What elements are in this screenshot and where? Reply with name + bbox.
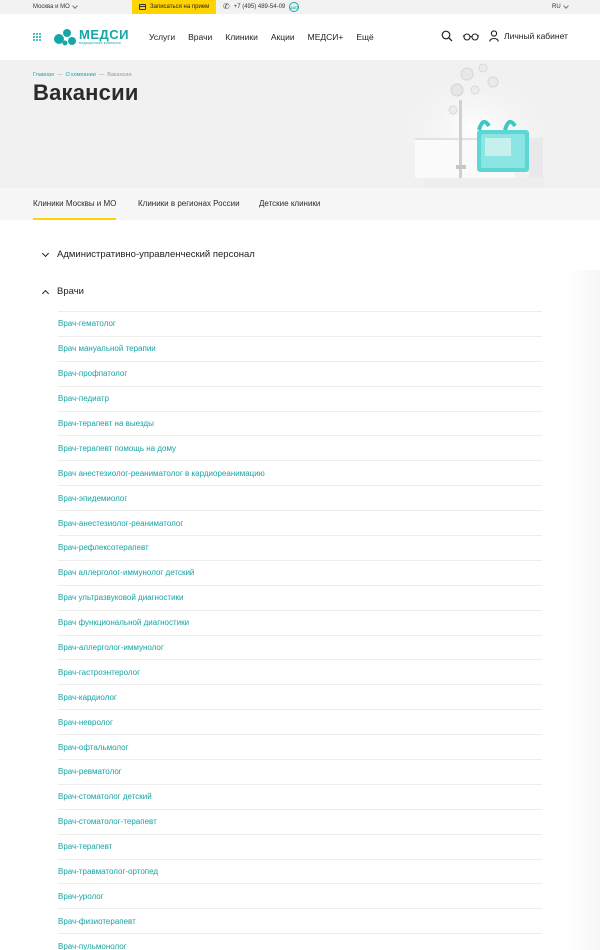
vacancy-link[interactable]: Врач-педиатр — [58, 386, 542, 411]
vacancy-link[interactable]: Врач-гастроэнтеролог — [58, 659, 542, 684]
main-header — [0, 14, 600, 60]
nav-item-services[interactable]: Услуги — [149, 32, 176, 42]
logo[interactable] — [53, 26, 133, 48]
vacancy-link[interactable]: Врач-терапевт — [58, 834, 542, 859]
search-icon[interactable] — [441, 30, 453, 42]
h24-badge: 24/7 — [289, 2, 299, 12]
phone-number: +7 (495) 489-54-09 — [233, 4, 286, 10]
signup-button[interactable] — [132, 0, 216, 14]
vacancy-link[interactable]: Врач-эпидемиолог — [58, 485, 542, 510]
tab-regions[interactable]: Клиники в регионах России — [138, 199, 240, 208]
vacancy-link[interactable]: Врач-аллерголог-иммунолог — [58, 635, 542, 660]
calendar-icon — [139, 4, 146, 10]
vacancy-link[interactable]: Врач-невролог — [58, 709, 542, 734]
vacancy-link[interactable]: Врач-ревматолог — [58, 759, 542, 784]
nav-item-more[interactable]: Ещё — [356, 32, 374, 42]
breadcrumb-home[interactable]: Главная — [33, 72, 54, 78]
vacancy-link[interactable]: Врач-рефлексотерапевт — [58, 535, 542, 560]
glasses-icon[interactable] — [462, 30, 480, 42]
nav-item-clinics[interactable]: Клиники — [225, 32, 258, 42]
logo-mark-icon — [53, 26, 77, 48]
section-doctors-header[interactable] — [33, 286, 84, 297]
breadcrumb-separator: — — [56, 72, 63, 78]
vacancy-link[interactable]: Врач-уролог — [58, 883, 542, 908]
main-nav — [149, 32, 374, 42]
cabinet-label: Личный кабинет — [504, 31, 568, 41]
section-admin-title: Административно-управленческий персонал — [57, 249, 255, 260]
vacancy-link[interactable]: Врач-стоматолог-терапевт — [58, 809, 542, 834]
vacancy-link[interactable]: Врач-пульмонолог — [58, 933, 542, 950]
section-doctors-title: Врачи — [57, 286, 84, 297]
user-icon — [489, 30, 499, 42]
tab-children[interactable]: Детские клиники — [259, 199, 321, 208]
region-tabs — [0, 188, 600, 220]
vacancy-list — [58, 311, 542, 950]
menu-grid-icon[interactable] — [33, 33, 41, 41]
city-label: Москва и МО — [33, 4, 70, 10]
phone-icon: ✆ — [223, 2, 230, 11]
page-title: Вакансии — [33, 80, 139, 105]
hero-banner — [0, 60, 600, 188]
vacancy-link[interactable]: Врач аллерголог-иммунолог детский — [58, 560, 542, 585]
vacancy-link[interactable]: Врач-офтальмолог — [58, 734, 542, 759]
chevron-down-icon — [42, 249, 49, 256]
signup-label: Записаться на прием — [150, 4, 210, 10]
breadcrumb-about[interactable]: О компании — [65, 72, 96, 78]
vacancy-link[interactable]: Врач-терапевт на выезды — [58, 411, 542, 436]
section-admin-header[interactable] — [33, 249, 255, 260]
vacancy-link[interactable]: Врач функциональной диагностики — [58, 610, 542, 635]
vacancy-link[interactable]: Врач мануальной терапии — [58, 336, 542, 361]
nav-item-medsi-plus[interactable]: МЕДСИ+ — [307, 32, 344, 42]
vacancy-link[interactable]: Врач-кардиолог — [58, 684, 542, 709]
vacancy-link[interactable]: Врач-стоматолог детский — [58, 784, 542, 809]
chevron-down-icon — [563, 3, 569, 9]
breadcrumb-current: Вакансии — [107, 72, 132, 78]
vacancy-link[interactable]: Врач ультразвуковой диагностики — [58, 585, 542, 610]
vacancy-link[interactable]: Врач анестезиолог-реаниматолог в кардиореанимацию — [58, 460, 542, 485]
breadcrumb — [33, 72, 132, 78]
breadcrumb-separator: — — [98, 72, 105, 78]
phone-link[interactable] — [223, 2, 299, 12]
vacancy-link[interactable]: Врач-профпатолог — [58, 361, 542, 386]
vacancy-link[interactable]: Врач-терапевт помощь на дому — [58, 435, 542, 460]
logo-text: МЕДСИ — [79, 27, 129, 42]
vacancy-link[interactable]: Врач-физиотерапевт — [58, 908, 542, 933]
language-label: RU — [552, 4, 561, 10]
vacancy-link[interactable]: Врач-анестезиолог-реаниматолог — [58, 510, 542, 535]
tab-moscow[interactable]: Клиники Москвы и МО — [33, 199, 117, 208]
city-selector[interactable] — [33, 4, 77, 10]
page-side-shadow — [568, 270, 600, 950]
vacancy-link[interactable]: Врач-гематолог — [58, 311, 542, 336]
vacancy-link[interactable]: Врач-травматолог-ортопед — [58, 859, 542, 884]
medical-equipment-illustration — [405, 60, 575, 188]
logo-subtitle: медицинская компания — [79, 41, 121, 45]
nav-item-promotions[interactable]: Акции — [270, 32, 295, 42]
nav-item-doctors[interactable]: Врачи — [188, 32, 213, 42]
top-utility-bar — [0, 0, 600, 14]
chevron-up-icon — [42, 289, 49, 296]
language-selector[interactable] — [552, 4, 568, 10]
cabinet-link[interactable] — [489, 30, 568, 42]
chevron-down-icon — [72, 3, 78, 9]
